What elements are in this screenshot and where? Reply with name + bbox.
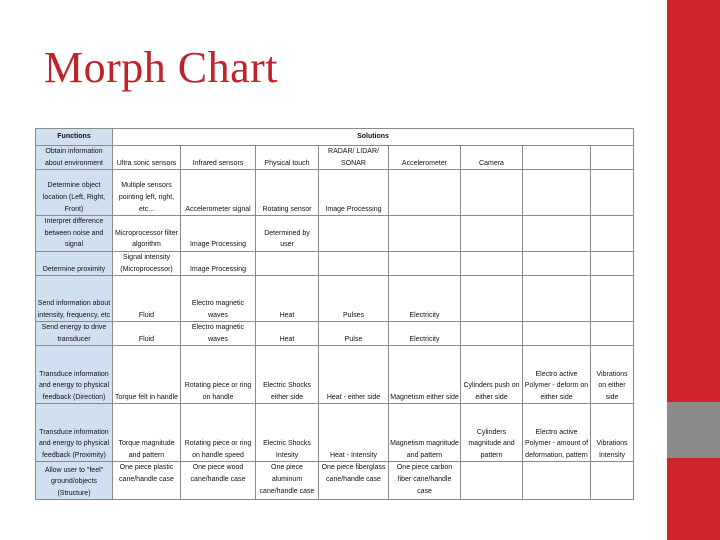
solution-cell: Pulse: [319, 322, 389, 346]
solution-cell: Microprocessor filter algorithm: [113, 216, 181, 252]
slide-title: Morph Chart: [44, 43, 279, 92]
solution-cell: Electric Shocks Intesity: [256, 404, 319, 462]
solution-cell: [591, 146, 634, 170]
solution-cell: Camera: [461, 146, 523, 170]
solution-cell: [591, 170, 634, 216]
solution-cell: [591, 462, 634, 500]
solution-cell: Electro magnetic waves: [181, 322, 256, 346]
solution-cell: [319, 251, 389, 275]
solution-cell: [523, 276, 591, 322]
solution-cell: Cylinders magnitude and pattern: [461, 404, 523, 462]
solution-cell: Infrared sensors: [181, 146, 256, 170]
table-row: [36, 346, 634, 404]
table-row: [36, 276, 634, 322]
morph-chart-table-container: [35, 128, 633, 496]
header-row: [36, 129, 634, 146]
solution-cell: [591, 251, 634, 275]
solution-cell: Vibrations on either side: [591, 346, 634, 404]
accent-bar-gray-segment: [667, 402, 720, 458]
solution-cell: Heat - either side: [319, 346, 389, 404]
solution-cell: Heat - Intensity: [319, 404, 389, 462]
solution-cell: One piece carbon fiber cane/handle case: [389, 462, 461, 500]
solution-cell: One piece aluminum cane/handle case: [256, 462, 319, 500]
table-row: [36, 170, 634, 216]
solution-cell: Multiple sensors pointing left, right, etc...: [113, 170, 181, 216]
solution-cell: Signal intensity (Microprocessor): [113, 251, 181, 275]
solution-cell: [389, 216, 461, 252]
solution-cell: Fluid: [113, 276, 181, 322]
solution-cell: Accelerometer: [389, 146, 461, 170]
solution-cell: [319, 216, 389, 252]
function-cell: Interpret difference between noise and signal: [36, 216, 113, 252]
solution-cell: Heat: [256, 276, 319, 322]
solution-cell: [256, 251, 319, 275]
accent-bar: [667, 0, 720, 540]
morph-chart-table: [35, 128, 634, 500]
table-row: [36, 462, 634, 500]
solution-cell: [461, 170, 523, 216]
solution-cell: Electricity: [389, 276, 461, 322]
function-cell: Transduce information and energy to physical feedback (Direction): [36, 346, 113, 404]
function-cell: Determine proximity: [36, 251, 113, 275]
solution-cell: One piece plastic cane/handle case: [113, 462, 181, 500]
table-row: [36, 146, 634, 170]
solution-cell: [389, 170, 461, 216]
solution-cell: Determined by user: [256, 216, 319, 252]
solution-cell: [523, 251, 591, 275]
solution-cell: Image Processing: [181, 216, 256, 252]
functions-header: Functions: [36, 129, 113, 146]
solution-cell: Magnetism either side: [389, 346, 461, 404]
solution-cell: [523, 170, 591, 216]
solution-cell: [523, 216, 591, 252]
function-cell: Transduce information and energy to physical feedback (Proximity): [36, 404, 113, 462]
solution-cell: [591, 216, 634, 252]
solution-cell: [523, 322, 591, 346]
solution-cell: Rotating piece or ring on handle: [181, 346, 256, 404]
table-body: [36, 146, 634, 500]
solution-cell: Heat: [256, 322, 319, 346]
solution-cell: Electricity: [389, 322, 461, 346]
function-cell: Obtain information about environment: [36, 146, 113, 170]
solution-cell: Cylinders push on either side: [461, 346, 523, 404]
solution-cell: One piece fiberglass cane/handle case: [319, 462, 389, 500]
solution-cell: Electro active Polymer - amount of deformation, pattern: [523, 404, 591, 462]
solution-cell: Image Processing: [181, 251, 256, 275]
solution-cell: Image Processing: [319, 170, 389, 216]
solution-cell: Torque magnitude and pattern: [113, 404, 181, 462]
table-row: [36, 322, 634, 346]
solution-cell: [389, 251, 461, 275]
solution-cell: [523, 146, 591, 170]
solution-cell: Rotating piece or ring on handle speed: [181, 404, 256, 462]
solution-cell: Torque felt in handle: [113, 346, 181, 404]
solution-cell: Vibrations Intensity: [591, 404, 634, 462]
function-cell: Allow user to "feel" ground/objects (Structure): [36, 462, 113, 500]
function-cell: Send information about intensity, frequency, etc: [36, 276, 113, 322]
solution-cell: [461, 251, 523, 275]
solution-cell: Ultra sonic sensors: [113, 146, 181, 170]
solution-cell: [591, 276, 634, 322]
solution-cell: Electric Shocks either side: [256, 346, 319, 404]
solution-cell: [461, 276, 523, 322]
solution-cell: Accelerometer signal: [181, 170, 256, 216]
function-cell: Determine object location (Left, Right, Front): [36, 170, 113, 216]
solution-cell: [523, 462, 591, 500]
solution-cell: [461, 322, 523, 346]
solution-cell: RADAR/ LIDAR/ SONAR: [319, 146, 389, 170]
solution-cell: One piece wood cane/handle case: [181, 462, 256, 500]
solution-cell: [461, 216, 523, 252]
function-cell: Send energy to drive transducer: [36, 322, 113, 346]
solution-cell: Electro active Polymer - deform on either side: [523, 346, 591, 404]
solution-cell: [591, 322, 634, 346]
table-row: [36, 404, 634, 462]
solution-cell: Physical touch: [256, 146, 319, 170]
solution-cell: Fluid: [113, 322, 181, 346]
solution-cell: Pulses: [319, 276, 389, 322]
solution-cell: Rotating sensor: [256, 170, 319, 216]
table-row: [36, 216, 634, 252]
solution-cell: Electro magnetic waves: [181, 276, 256, 322]
solution-cell: [461, 462, 523, 500]
table-row: [36, 251, 634, 275]
solution-cell: Magnetism magnitude and pattern: [389, 404, 461, 462]
solutions-header: Solutions: [113, 129, 634, 146]
